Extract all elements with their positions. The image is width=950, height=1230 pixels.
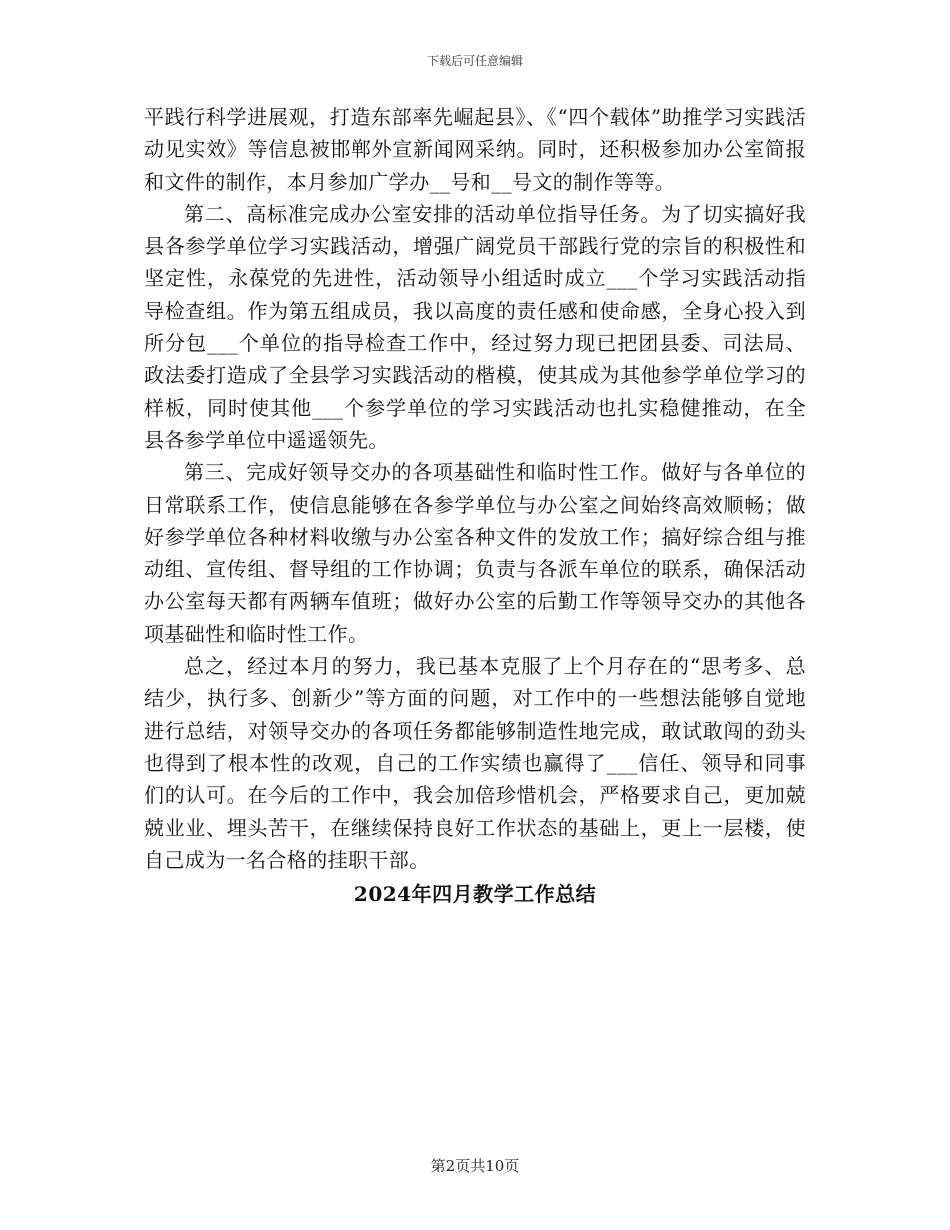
section-title: 2024年四月教学工作总结 — [353, 882, 597, 907]
page-number: 第2页共10页 — [430, 1157, 520, 1175]
paragraph-third: 第三、完成好领导交办的各项基础性和临时性工作。做好与各单位的日常联系工作，使信息能够在各参学单位与办公室之间始终高效顺畅；做好参学单位各种材料收缴与办公室各种文件的发放工作；搞好综合组与推动组、宣传组、督导组的工作协调；负责与各派车单位的联系，确保活动办公室每天都有两辆车值班；做好办公室的后勤工作等领导交办的其他各项基础性和临时性工作。 — [144, 460, 806, 646]
paragraph-second: 第二、高标准完成办公室安排的活动单位指导任务。为了切实搞好我县各参学单位学习实践活动，增强广阔党员干部践行党的宗旨的积极性和坚定性，永葆党的先进性，活动领导小组适时成立___个学习实践活动指导检查组。作为第五组成员，我以高度的责任感和使命感，全身心投入到所分包___个单位的指导检查工作中，经过努力现已把团县委、司法局、政法委打造成了全县学习实践活动的楷模，使其成为其他参学单位学习的样板，同时使其他___个参学单位的学习实践活动也扎实稳健推动，在全县各参学单位中遥遥领先。 — [144, 201, 806, 452]
paragraph-continuation: 平践行科学进展观，打造东部率先崛起县》、《“四个载体”助推学习实践活动见实效》等信息被邯郸外宣新闻网采纳。同时，还积极参加办公室简报和文件的制作，本月参加广学办__号和__号文的制作等等。 — [144, 105, 806, 194]
paragraph-summary: 总之，经过本月的努力，我已基本克服了上个月存在的“思考多、总结少，执行多、创新少”等方面的问题，对工作中的一些想法能够自觉地进行总结，对领导交办的各项任务都能够制造性地完成，敢试敢闯的劲头也得到了根本性的改观，自己的工作实绩也赢得了___信任、领导和同事们的认可。在今后的工作中，我会加倍珍惜机会，严格要求自己，更加兢兢业业、埋头苦干，在继续保持良好工作状态的基础上，更上一层楼，使自己成为一名合格的挂职干部。 — [144, 654, 806, 872]
document-body — [144, 101, 806, 910]
page-header-note: 下载后可任意编辑 — [426, 54, 523, 68]
